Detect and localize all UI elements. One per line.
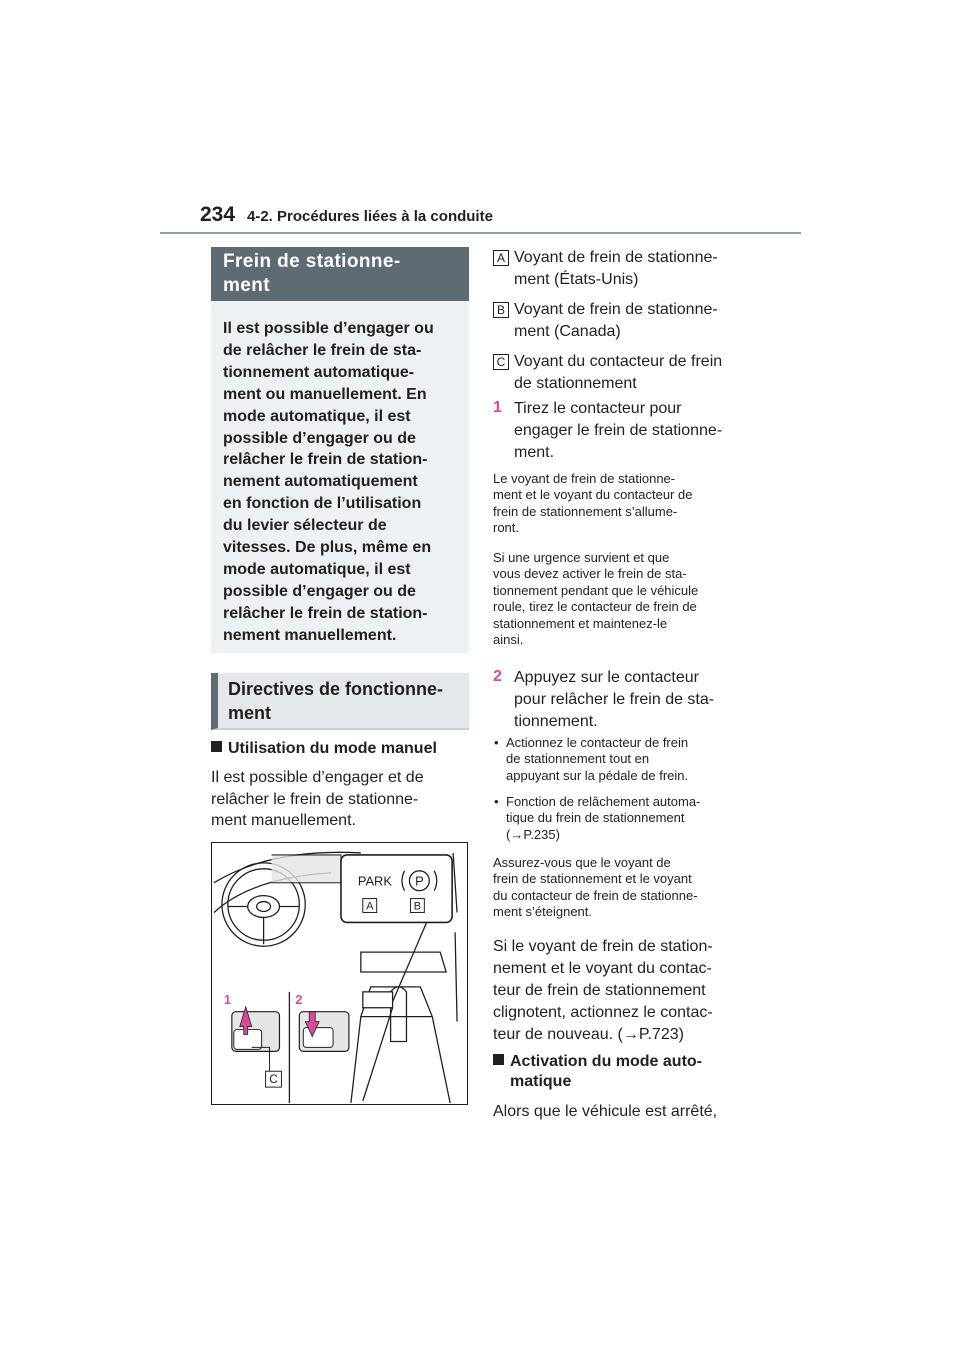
intro-line: possible d’engager ou de — [223, 582, 416, 600]
inset-pull — [232, 1007, 280, 1077]
intro-line: de relâcher le frein de sta- — [223, 341, 422, 359]
intro-line: nement automatiquement — [223, 473, 418, 491]
p-symbol: P — [415, 873, 424, 889]
park-indicator-text: PARK — [357, 873, 392, 889]
item-line: de stationnement — [514, 375, 637, 392]
bullet-line: • Fonction de relâchement automa- — [506, 794, 701, 809]
section-heading-line: Frein de stationne- — [223, 251, 401, 272]
bullet-item — [493, 735, 746, 784]
step-line: ment. — [514, 444, 555, 461]
note-line: roule, tirez le contacteur de frein de — [493, 599, 697, 615]
intro-line: vitesses. De plus, même en — [223, 539, 432, 557]
note-line: du contacteur de frein de stationne- — [493, 887, 698, 903]
note-line: ment s’éteignent. — [493, 904, 593, 920]
section-title: 4-2. Procédures liées à la conduite — [247, 208, 493, 225]
manual-mode-text — [211, 767, 473, 832]
note-line: Si une urgence survient et que — [493, 550, 670, 565]
door-edge — [453, 853, 457, 1022]
item-line: Voyant de frein de stationne- — [514, 301, 718, 318]
label-b-box: B — [493, 302, 509, 318]
label-c-box: C — [493, 354, 509, 370]
auto-heading-line: Activation du mode auto- — [510, 1053, 702, 1070]
note-1 — [493, 471, 743, 537]
note-line: Le voyant de frein de stationne- — [493, 471, 676, 486]
vent-panel — [361, 952, 446, 972]
label-b: B — [413, 900, 422, 913]
step-line: Tirez le contacteur pour — [514, 400, 682, 417]
step-1-text — [514, 398, 746, 464]
manual-line: relâcher le frein de stationne- — [211, 790, 419, 808]
intro-line: relâcher le frein de station- — [223, 604, 428, 622]
illustration-step-2: 2 — [295, 991, 303, 1007]
illustration-step-1: 1 — [223, 991, 232, 1007]
para-line: nement et le voyant du contac- — [493, 960, 712, 977]
leader-line — [363, 1008, 393, 1101]
para-line: teur de frein de stationnement — [493, 982, 706, 999]
note-line: ment et le voyant du contacteur de — [493, 487, 693, 503]
section-heading-line: ment — [223, 275, 270, 296]
item-line: ment (États-Unis) — [514, 271, 639, 288]
note-line: frein de stationnement s’allume- — [493, 503, 678, 519]
bullet-line: de stationnement tout en — [506, 751, 650, 767]
auto-mode-heading — [493, 1052, 755, 1092]
step-line: pour relâcher le frein de sta- — [514, 691, 715, 708]
intro-line: mode automatique, il est — [223, 560, 411, 578]
manual-line: Il est possible d’engager et de — [211, 769, 424, 786]
warning-paragraph — [493, 936, 755, 1046]
step-2-text — [514, 667, 746, 733]
intro-line: possible d’engager ou de — [223, 429, 416, 447]
item-c-text — [514, 351, 746, 395]
label-c: C — [269, 1072, 278, 1087]
note-2 — [493, 550, 743, 648]
bullet-page-link[interactable]: (→P.235) — [506, 826, 560, 842]
manual-mode-heading-text: Utilisation du mode manuel — [228, 740, 437, 757]
inset-push — [299, 1012, 349, 1052]
item-a-text — [514, 247, 746, 291]
steering-wheel-hub — [248, 896, 280, 918]
bullet-line: • Actionnez le contacteur de frein — [506, 735, 689, 750]
subsection-heading-line: ment — [228, 703, 272, 723]
para-page-link[interactable]: teur de nouveau. (→P.723) — [493, 1026, 684, 1043]
step-line: tionnement. — [514, 713, 598, 730]
para-line: clignotent, actionnez le contac- — [493, 1004, 713, 1021]
bullet-item — [493, 794, 746, 843]
parking-brake-illustration — [211, 842, 468, 1105]
manual-mode-heading — [211, 739, 437, 759]
switch-location — [363, 992, 393, 1008]
page-number: 234 — [200, 203, 236, 226]
note-line: tionnement pendant que le véhicule — [493, 582, 699, 598]
intro-line: en fonction de l’utilisation — [223, 495, 422, 513]
manual-line: ment manuellement. — [211, 812, 356, 829]
label-a: A — [366, 900, 374, 913]
note-line: vous devez activer le frein de sta- — [493, 566, 687, 582]
header-rule — [160, 232, 801, 234]
step-line: engager le frein de stationne- — [514, 422, 723, 439]
square-bullet-icon — [493, 1054, 504, 1065]
bullet-line: appuyant sur la pédale de frein. — [506, 767, 689, 783]
note-line: ainsi. — [493, 632, 524, 648]
intro-line: ment ou manuellement. En — [223, 385, 427, 403]
para-line: Si le voyant de frein de station- — [493, 938, 713, 955]
section-heading-box — [211, 247, 469, 301]
label-a-box: A — [493, 250, 509, 266]
bullet-line: tique du frein de stationnement — [506, 810, 685, 826]
logo-icon — [257, 902, 271, 912]
item-line: Voyant du contacteur de frein — [514, 353, 723, 370]
note-line: Assurez-vous que le voyant de — [493, 855, 671, 870]
note-3 — [493, 855, 743, 921]
intro-box — [211, 301, 469, 653]
auto-mode-text: Alors que le véhicule est arrêté, — [493, 1103, 718, 1120]
step-2-number: 2 — [493, 668, 502, 685]
step-line: Appuyez sur le contacteur — [514, 669, 699, 686]
item-b-text — [514, 299, 746, 343]
meter-shade — [272, 855, 341, 883]
intro-line: Il est possible d’engager ou — [223, 320, 434, 337]
intro-line: mode automatique, il est — [223, 407, 411, 425]
step-1-number: 1 — [493, 399, 502, 416]
note-line: frein de stationnement et le voyant — [493, 871, 692, 887]
intro-line: nement manuellement. — [223, 626, 397, 644]
subsection-heading-line: Directives de fonctionne- — [228, 679, 444, 699]
item-line: ment (Canada) — [514, 323, 621, 340]
note-line: ront. — [493, 520, 520, 536]
intro-line: tionnement automatique- — [223, 363, 415, 381]
square-bullet-icon — [211, 741, 222, 752]
note-line: stationnement et maintenez-le — [493, 615, 668, 631]
item-line: Voyant de frein de stationne- — [514, 249, 718, 266]
auto-heading-line: matique — [510, 1073, 572, 1090]
subsection-heading-box — [211, 673, 469, 730]
intro-line: du levier sélecteur de — [223, 517, 387, 535]
intro-line: relâcher le frein de station- — [223, 451, 428, 469]
